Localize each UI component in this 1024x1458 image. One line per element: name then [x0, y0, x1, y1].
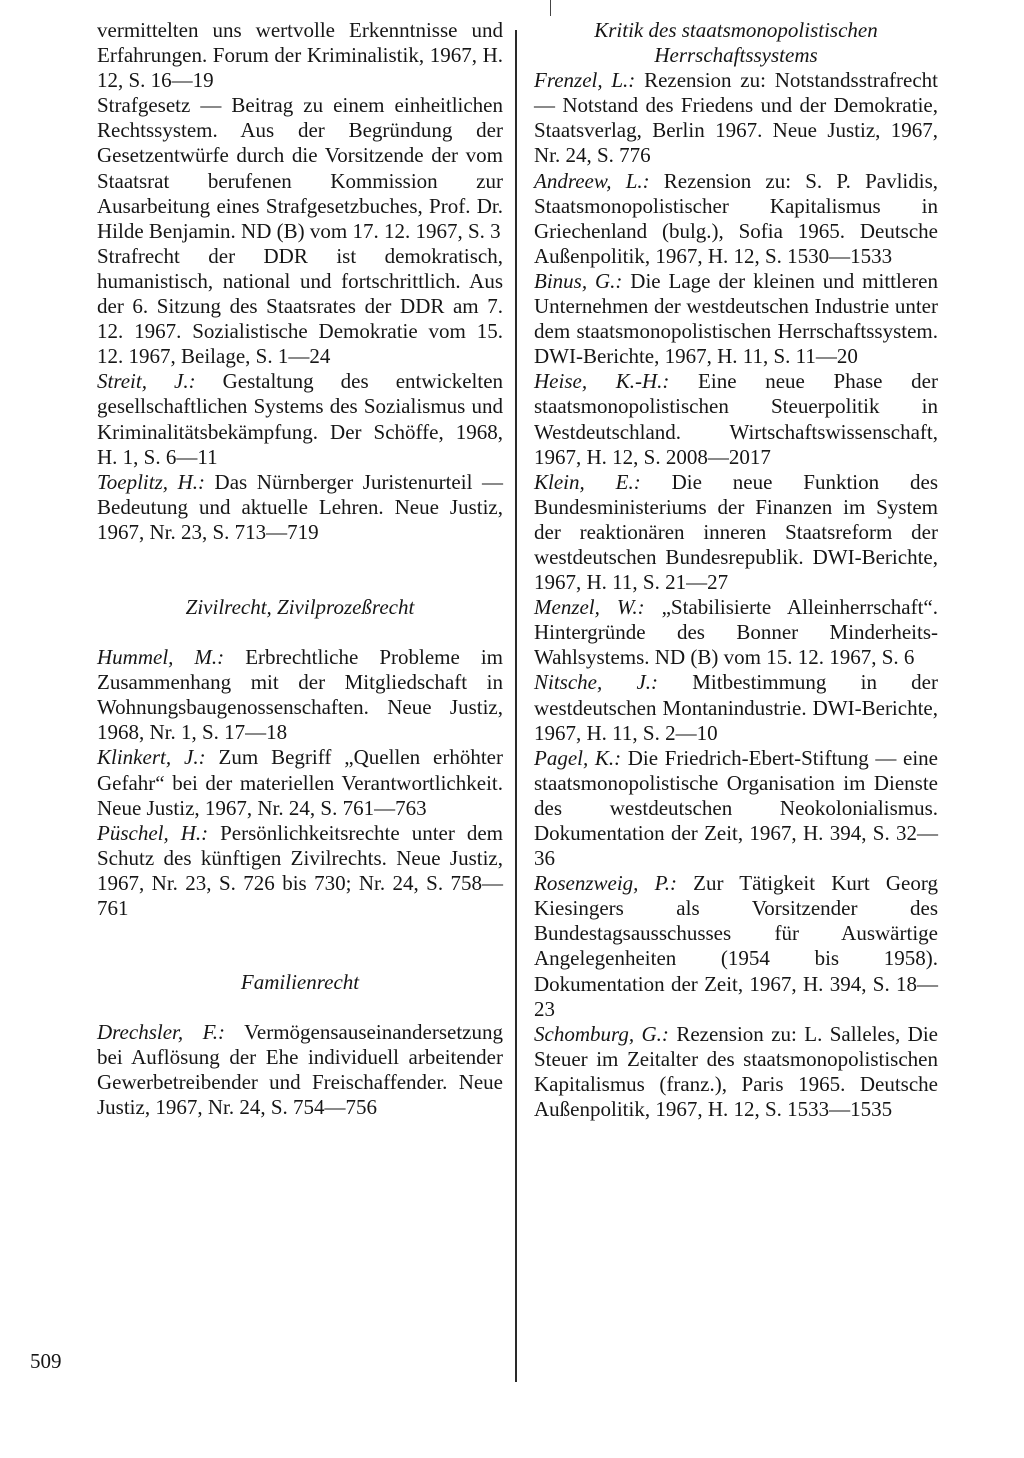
- entries-kritik: [534, 68, 938, 1122]
- entry-text: Eine neue Phase der staatsmonopolistischen Steuerpolitik in Westdeutschland. Wirtschaftswissenschaft, 1967, H. 12, S. 2008—2017: [534, 369, 938, 469]
- bibliography-entry: [97, 93, 503, 244]
- entry-text: Strafgesetz — Beitrag zu einem einheitlichen Rechtssystem. Aus der Begründung der Gesetzentwürfe durch die Vorsitzende der vom Staatsrat berufenen Kommission zur Ausarbeitung eines Strafgesetzbuches, Prof. Dr. Hilde Benjamin. ND (B) vom 17. 12. 1967, S. 3: [97, 93, 503, 243]
- heading-familienrecht: Familienrecht: [240, 970, 360, 995]
- entries-top: [97, 18, 503, 545]
- entry-author: Frenzel, L.:: [534, 68, 636, 93]
- bibliography-entry: [534, 595, 938, 670]
- bibliography-entry: [534, 871, 938, 1022]
- bibliography-entry: [97, 470, 503, 545]
- heading-zivilrecht: Zivilrecht, Zivilprozeßrecht: [185, 594, 415, 619]
- scan-mark: [550, 0, 551, 16]
- entry-text: Rezension zu: S. P. Pavlidis, Staatsmonopolistischer Kapitalismus in Griechenland (bulg.), Sofia 1965. Deutsche Außenpolitik, 1967, H. 12, S. 1530—1533: [534, 168, 938, 268]
- entry-author: Püschel, H.:: [97, 820, 209, 845]
- page-number: 509: [30, 1349, 62, 1373]
- bibliography-entry: [534, 1022, 938, 1122]
- bibliography-entry: [97, 745, 503, 820]
- bibliography-entry: [534, 746, 938, 871]
- entry-author: Klinkert, J.:: [97, 745, 206, 770]
- entry-text: Vermögensauseinandersetzung bei Auflösung der Ehe individuell arbeitender Gewerbetreibender und Freischaffender. Neue Justiz, 1967, Nr. 24, S. 754—756: [97, 1020, 503, 1120]
- entry-text: Rezension zu: Notstandsstrafrecht — Notstand des Friedens und der Demokratie, Staatsverlag, Berlin 1967. Neue Justiz, 1967, Nr. 24, S. 776: [534, 68, 939, 168]
- entry-author: Hummel, M.:: [97, 645, 225, 670]
- entry-text: Erbrechtliche Probleme im Zusammenhang mit der Mitgliedschaft in Wohnungsbaugenossenschaften. Neue Justiz, 1968, Nr. 1, S. 17—18: [97, 645, 503, 745]
- bibliography-entry: [97, 244, 503, 369]
- entry-author: Heise, K.-H.:: [534, 369, 670, 394]
- entry-text: Persönlichkeitsrechte unter dem Schutz des künftigen Zivilrechts. Neue Justiz, 1967, Nr. 23, S. 726 bis 730; Nr. 24, S. 758—761: [97, 820, 503, 920]
- entry-text: Mitbestimmung in der westdeutschen Montanindustrie. DWI-Berichte, 1967, H. 11, S. 2—10: [534, 670, 938, 745]
- entry-author: Nitsche, J.:: [534, 670, 659, 695]
- entry-text: Die Lage der kleinen und mittleren Unternehmen der westdeutschen Industrie unter dem staatsmonopolistischen Herrschaftssystem. DWI-Berichte, 1967, H. 11, S. 11—20: [534, 268, 938, 369]
- entries-zivilrecht: [97, 645, 503, 921]
- entry-author: Pagel, K.:: [534, 745, 622, 770]
- entry-text: Rezension zu: L. Salleles, Die Steuer im Zeitalter des staatsmonopolistischen Kapitalismus (franz.), Paris 1965. Deutsche Außenpolitik, 1967, H. 12, S. 1533—1535: [534, 1021, 938, 1122]
- bibliography-entry: [97, 18, 503, 93]
- entry-author: Menzel, W.:: [534, 595, 645, 620]
- entry-text: Zur Tätigkeit Kurt Georg Kiesingers als Vorsitzender des Bundestagsausschusses für Auswärtige Angelegenheiten (1954 bis 1958). Dokumentation der Zeit, 1967, H. 394, S. 18—23: [534, 871, 938, 1021]
- heading-kritik: Kritik des staatsmonopolistischen Herrschaftssystems: [594, 18, 878, 68]
- bibliography-entry: [97, 645, 503, 745]
- left-column: [97, 18, 503, 1121]
- entry-text: Strafrecht der DDR ist demokratisch, humanistisch, national und fortschrittlich. Aus der 6. Sitzung des Staatsrates der DDR am 7. 12. 1967. Sozialistische Demokratie vom 15. 12. 1967, Beilage, S. 1—24: [97, 243, 503, 369]
- entry-text: Das Nürnberger Juristenurteil — Bedeutung und aktuelle Lehren. Neue Justiz, 1967, Nr. 23, S. 713—719: [97, 469, 503, 544]
- right-column: [534, 18, 938, 1122]
- entry-author: Rosenzweig, P.:: [534, 871, 677, 896]
- bibliography-entry: [97, 821, 503, 921]
- entry-author: Andreew, L.:: [534, 168, 650, 193]
- entry-author: Schomburg, G.:: [534, 1021, 669, 1046]
- entries-familienrecht: [97, 1020, 503, 1120]
- bibliography-entry: [534, 470, 938, 595]
- entry-author: Binus, G.:: [534, 268, 623, 293]
- entry-text: Gestaltung des entwickelten gesellschaftlichen Systems des Sozialismus und Kriminalitätsbekämpfung. Der Schöffe, 1968, H. 1, S. 6—11: [97, 369, 504, 469]
- entry-text: Die neue Funktion des Bundesministeriums der Finanzen im System der reaktionären inneren Staatsreform der westdeutschen Bundesrepublik. DWI-Berichte, 1967, H. 11, S. 21—27: [534, 469, 938, 595]
- entry-author: Drechsler, F.:: [97, 1020, 225, 1045]
- bibliography-entry: [534, 670, 938, 745]
- entry-text: „Stabilisierte Alleinherrschaft“. Hintergründe des Bonner Minderheits-Wahlsystems. ND (B) vom 15. 12. 1967, S. 6: [534, 595, 938, 670]
- column-divider: [515, 30, 517, 1382]
- entry-author: Klein, E.:: [534, 469, 641, 494]
- bibliography-entry: [534, 369, 938, 469]
- bibliography-entry: [534, 269, 938, 369]
- entry-author: Streit, J.:: [97, 369, 196, 394]
- bibliography-entry: [534, 169, 938, 269]
- entry-text: Die Friedrich-Ebert-Stiftung — eine staatsmonopolistische Organisation im Dienste des westdeutschen Neokolonialismus. Dokumentation der Zeit, 1967, H. 394, S. 32—36: [534, 745, 938, 871]
- entry-text: Zum Begriff „Quellen erhöhter Gefahr“ bei der materiellen Verantwortlichkeit. Neue Justiz, 1967, Nr. 24, S. 761—763: [97, 745, 503, 820]
- bibliography-entry: [534, 68, 938, 168]
- bibliography-entry: [97, 369, 503, 469]
- entry-text: vermittelten uns wertvolle Erkenntnisse und Erfahrungen. Forum der Kriminalistik, 1967, H. 12, S. 16—19: [97, 18, 503, 93]
- entry-author: Toeplitz, H.:: [97, 469, 205, 494]
- bibliography-entry: [97, 1020, 503, 1120]
